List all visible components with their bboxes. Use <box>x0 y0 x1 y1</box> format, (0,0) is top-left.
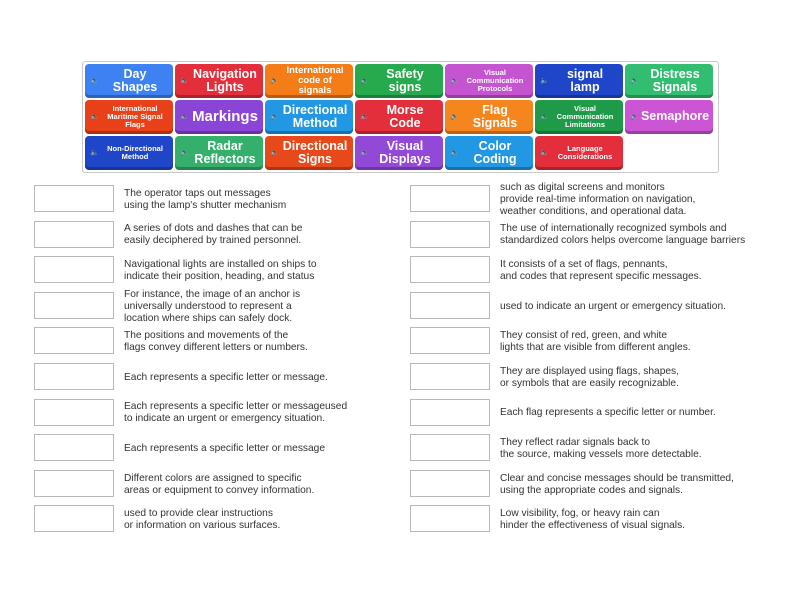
speaker-icon[interactable]: 🔈 <box>270 77 279 85</box>
answer-tile-label: Safety signs <box>386 66 424 94</box>
drop-slot[interactable] <box>410 363 490 390</box>
speaker-icon[interactable]: 🔈 <box>360 149 369 157</box>
answer-tile-label: Morse Code <box>386 102 424 130</box>
clue-text: Different colors are assigned to specific areas or equipment to convey information. <box>124 472 315 496</box>
answer-tile[interactable] <box>445 100 533 134</box>
answer-tile-label: Flag Signals <box>472 102 518 130</box>
drop-slot[interactable] <box>410 292 490 319</box>
speaker-icon[interactable]: 🔈 <box>540 149 549 157</box>
answer-tile[interactable] <box>85 136 173 170</box>
speaker-icon[interactable]: 🔈 <box>450 113 459 121</box>
answer-tile[interactable] <box>355 100 443 134</box>
drop-slot[interactable] <box>34 292 114 319</box>
clue-text: used to provide clear instructions or information on various surfaces. <box>124 508 281 532</box>
speaker-icon[interactable]: 🔈 <box>360 77 369 85</box>
drop-slot[interactable] <box>410 470 490 497</box>
answer-tile-label: Visual Communication Limitations <box>556 104 614 129</box>
clue-text: The positions and movements of the flags convey different letters or numbers. <box>124 330 308 354</box>
clue-text: They are displayed using flags, shapes, or symbols that are easily recognizable. <box>500 365 679 389</box>
answer-tile[interactable] <box>85 64 173 98</box>
answer-tile[interactable] <box>625 64 713 98</box>
drop-slot[interactable] <box>410 434 490 461</box>
speaker-icon[interactable]: 🔈 <box>90 77 99 85</box>
answer-tiles-grid <box>85 64 713 170</box>
clue-text: Each represents a specific letter or messageused to indicate an urgent or emergency situation. <box>124 401 348 425</box>
speaker-icon[interactable]: 🔈 <box>450 77 459 85</box>
answer-tile-label: Radar Reflectors <box>194 138 256 166</box>
answer-tile[interactable] <box>625 100 713 134</box>
answer-tile[interactable] <box>535 100 623 134</box>
clue-text: They consist of red, green, and white lights that are visible from different angles. <box>500 330 691 354</box>
answer-tile-label: Directional Method <box>282 102 348 130</box>
clue-text: Low visibility, fog, or heavy rain can hinder the effectiveness of visual signals. <box>500 508 685 532</box>
answer-tile-label: signal lamp <box>566 66 604 94</box>
speaker-icon[interactable]: 🔈 <box>270 113 279 121</box>
answer-tile-label: International Maritime Signal Flags <box>107 104 163 129</box>
answer-tile-label: Day Shapes <box>112 66 158 94</box>
drop-slot[interactable] <box>410 256 490 283</box>
answer-tile[interactable] <box>355 64 443 98</box>
answer-tile-label: Color Coding <box>473 138 517 166</box>
drop-slot[interactable] <box>34 363 114 390</box>
clue-text: Navigational lights are installed on ships to indicate their position, heading, and status <box>124 258 317 282</box>
speaker-icon[interactable]: 🔈 <box>630 77 639 85</box>
clue-text: For instance, the image of an anchor is universally understood to represent a location where ships can safely dock. <box>124 288 301 324</box>
answer-tile-label: Navigation Lights <box>193 66 257 94</box>
drop-slot[interactable] <box>410 185 490 212</box>
clue-text: The operator taps out messages using the lamp's shutter mechanism <box>124 187 287 211</box>
drop-slot[interactable] <box>34 505 114 532</box>
answer-tile-label: International code of signals <box>286 65 344 96</box>
speaker-icon[interactable]: 🔈 <box>180 149 189 157</box>
drop-slot[interactable] <box>34 256 114 283</box>
speaker-icon[interactable]: 🔈 <box>180 77 189 85</box>
answer-tile[interactable] <box>265 136 353 170</box>
answer-tile-label: Visual Communication Protocols <box>466 68 524 93</box>
clue-text: Clear and concise messages should be transmitted, using the appropriate codes and signals. <box>500 472 734 496</box>
speaker-icon[interactable]: 🔈 <box>180 113 189 121</box>
speaker-icon[interactable]: 🔈 <box>90 149 99 157</box>
answer-tile[interactable] <box>265 100 353 134</box>
speaker-icon[interactable]: 🔈 <box>630 113 639 121</box>
clue-text: A series of dots and dashes that can be easily deciphered by trained personnel. <box>124 223 303 247</box>
answer-tile-label: Directional Signs <box>282 138 348 166</box>
answer-tile-label: Distress Signals <box>650 66 700 94</box>
speaker-icon[interactable]: 🔈 <box>270 149 279 157</box>
answer-tiles-panel <box>82 61 719 173</box>
answer-tile[interactable] <box>175 136 263 170</box>
answer-tile[interactable] <box>355 136 443 170</box>
answer-tile-label: Language Considerations <box>557 144 613 161</box>
answer-tile[interactable] <box>265 64 353 98</box>
clue-text: Each represents a specific letter or message <box>124 442 326 454</box>
drop-slot[interactable] <box>410 505 490 532</box>
answer-tile[interactable] <box>535 136 623 170</box>
drop-slot[interactable] <box>34 221 114 248</box>
speaker-icon[interactable]: 🔈 <box>450 149 459 157</box>
drop-slot[interactable] <box>410 221 490 248</box>
clue-text: such as digital screens and monitors provide real-time information on navigation, weather conditions, and operational data. <box>500 181 696 217</box>
clue-text: It consists of a set of flags, pennants, and codes that represent specific messages. <box>500 258 702 282</box>
clue-text: They reflect radar signals back to the source, making vessels more detectable. <box>500 436 702 460</box>
clue-text: Each flag represents a specific letter or number. <box>500 407 716 419</box>
clue-text: The use of internationally recognized symbols and standardized colors helps overcome language barriers <box>500 223 746 247</box>
drop-slot[interactable] <box>34 185 114 212</box>
answer-tile[interactable] <box>175 100 263 134</box>
answer-tile[interactable] <box>445 64 533 98</box>
answer-tile-label: Non-Directional Method <box>107 144 163 161</box>
speaker-icon[interactable]: 🔈 <box>540 113 549 121</box>
answer-tile[interactable] <box>535 64 623 98</box>
drop-slot[interactable] <box>34 470 114 497</box>
drop-slot[interactable] <box>410 327 490 354</box>
answer-tile-label: Semaphore <box>640 109 710 124</box>
answer-tile[interactable] <box>175 64 263 98</box>
drop-slot[interactable] <box>410 399 490 426</box>
drop-slot[interactable] <box>34 327 114 354</box>
clue-text: used to indicate an urgent or emergency situation. <box>500 300 726 312</box>
speaker-icon[interactable]: 🔈 <box>90 113 99 121</box>
answer-tile-label: Markings <box>192 108 258 126</box>
drop-slot[interactable] <box>34 434 114 461</box>
drop-slot[interactable] <box>34 399 114 426</box>
answer-tile-label: Visual Displays <box>379 138 431 166</box>
speaker-icon[interactable]: 🔈 <box>360 113 369 121</box>
answer-tile[interactable] <box>445 136 533 170</box>
clue-text: Each represents a specific letter or message. <box>124 371 328 383</box>
speaker-icon[interactable]: 🔈 <box>540 77 549 85</box>
answer-tile[interactable] <box>85 100 173 134</box>
